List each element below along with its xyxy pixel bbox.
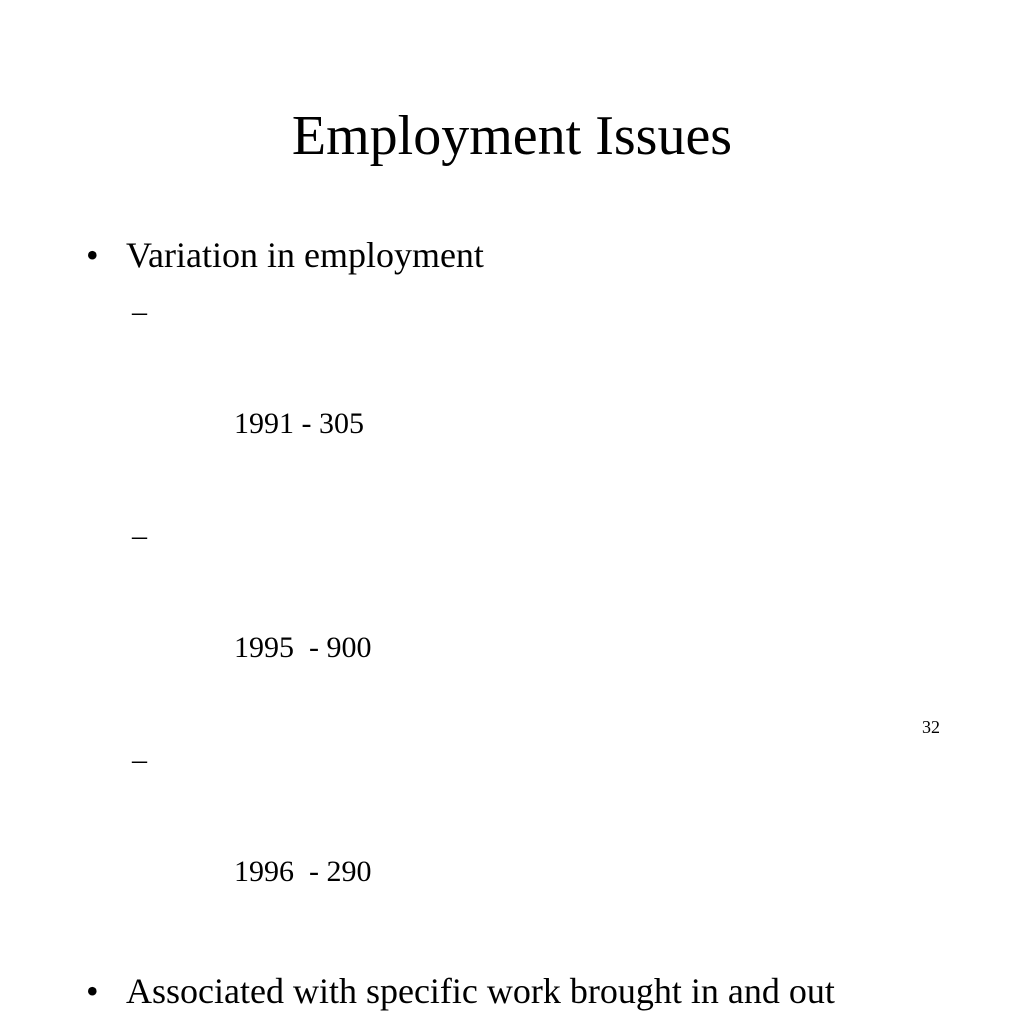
sub-bullet-text: 1991 - 305 bbox=[234, 407, 364, 440]
bullet-item bbox=[86, 964, 936, 1018]
dash-marker: – bbox=[132, 519, 147, 552]
dash-marker: – bbox=[132, 295, 147, 328]
sub-bullet-text: 1995 - 900 bbox=[234, 631, 372, 664]
bullet-marker: • bbox=[86, 971, 99, 1011]
page-number: 32 bbox=[922, 717, 940, 737]
bullet-item bbox=[86, 228, 936, 282]
slide-title: Employment Issues bbox=[291, 105, 733, 167]
sub-bullet-item bbox=[86, 508, 936, 732]
bullet-marker: • bbox=[86, 235, 99, 275]
sub-bullet-text: 1996 - 290 bbox=[234, 855, 372, 888]
sub-bullet-item bbox=[86, 284, 936, 508]
slide-body bbox=[86, 228, 936, 1018]
sub-bullet-list bbox=[86, 284, 936, 956]
dash-marker: – bbox=[132, 743, 147, 776]
sub-bullet-item bbox=[86, 732, 936, 956]
bullet-text: Variation in employment bbox=[126, 235, 484, 275]
bullet-text: Associated with specific work brought in and out bbox=[126, 971, 835, 1011]
